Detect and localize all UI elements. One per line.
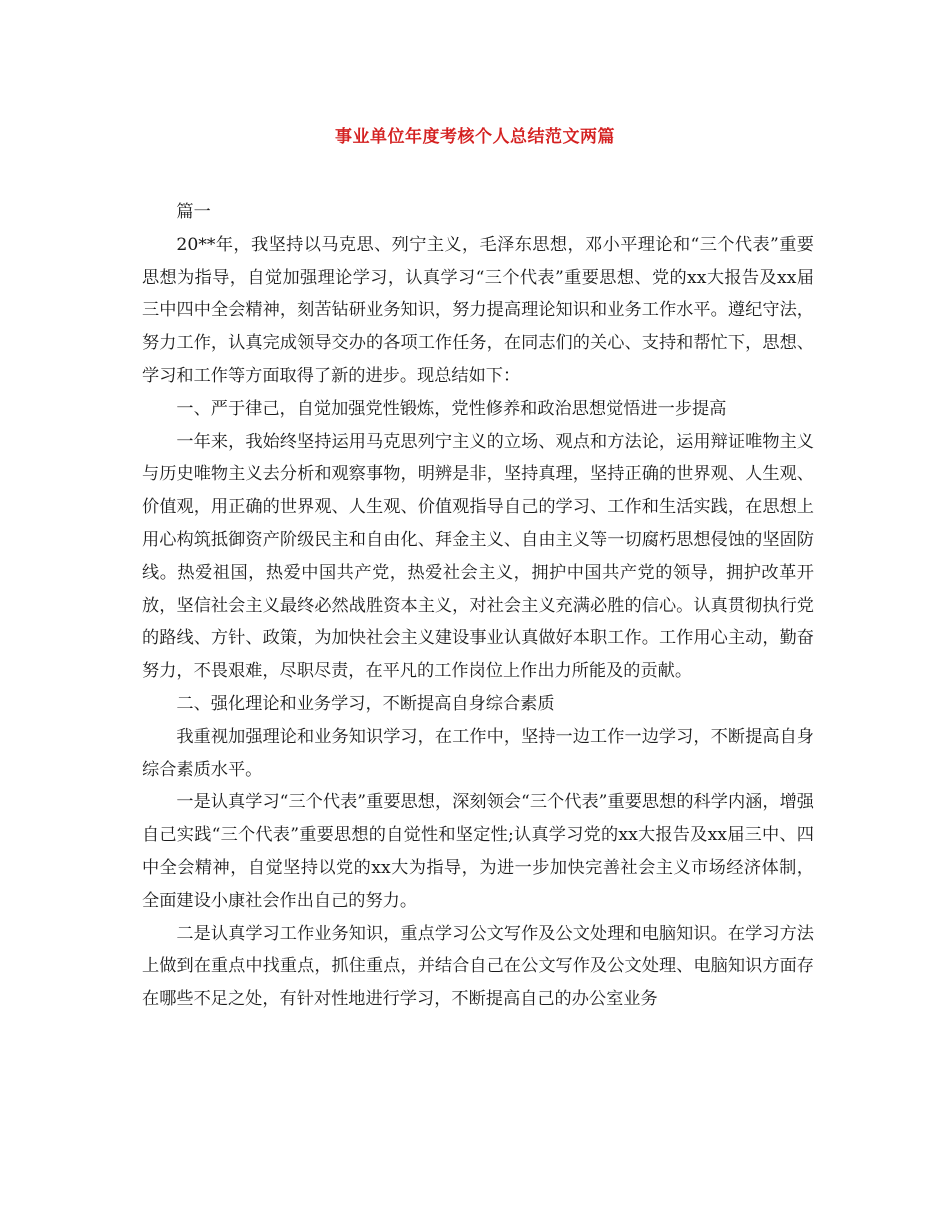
document-title: 事业单位年度考核个人总结范文两篇 (335, 127, 615, 147)
body-paragraph: 一是认真学习“三个代表”重要思想，深刻领会“三个代表”重要思想的科学内涵，增强自己实践“三个代表”重要思想的自觉性和坚定性;认真学习党的xx大报告及xx届三中、四中全会精神，自觉坚持以党的xx大为指导，为进一步加快完善社会主义市场经济体制，全面建设小康社会作出自己的努力。 (142, 792, 814, 911)
section-heading: 二、强化理论和业务学习，不断提高自身综合素质 (176, 693, 555, 714)
body-paragraph: 我重视加强理论和业务知识学习，在工作中，坚持一边工作一边学习，不断提高自身综合素质水平。 (142, 726, 814, 780)
body-paragraph: 二是认真学习工作业务知识，重点学习公文写作及公文处理和电脑知识。在学习方法上做到在重点中找重点，抓住重点，并结合自己在公文写作及公文处理、电脑知识方面存在哪些不足之处，有针对性地进行学习，不断提高自己的办公室业务 (142, 923, 814, 1010)
body-paragraph: 20**年，我坚持以马克思、列宁主义，毛泽东思想，邓小平理论和“三个代表”重要思想为指导，自觉加强理论学习，认真学习“三个代表”重要思想、党的xx大报告及xx届三中四中全会精神，刻苦钻研业务知识，努力提高理论知识和业务工作水平。遵纪守法，努力工作，认真完成领导交办的各项工作任务，在同志们的关心、支持和帮忙下，思想、学习和工作等方面取得了新的进步。现总结如下： (142, 234, 814, 386)
document-body (142, 196, 814, 1016)
section-heading: 一、严于律己，自觉加强党性锻炼，党性修养和政治思想觉悟进一步提高 (176, 398, 727, 419)
section-label: 篇一 (176, 202, 211, 222)
body-paragraph: 一年来，我始终坚持运用马克思列宁主义的立场、观点和方法论，运用辩证唯物主义与历史唯物主义去分析和观察事物，明辨是非，坚持真理，坚持正确的世界观、人生观、价值观，用正确的世界观、人生观、价值观指导自己的学习、工作和生活实践，在思想上用心构筑抵御资产阶级民主和自由化、拜金主义、自由主义等一切腐朽思想侵蚀的坚固防线。热爱祖国，热爱中国共产党，热爱社会主义，拥护中国共产党的领导，拥护改革开放，坚信社会主义最终必然战胜资本主义，对社会主义充满必胜的信心。认真贯彻执行党的路线、方针、政策，为加快社会主义建设事业认真做好本职工作。工作用心主动，勤奋努力，不畏艰难，尽职尽责，在平凡的工作岗位上作出力所能及的贡献。 (142, 431, 814, 682)
